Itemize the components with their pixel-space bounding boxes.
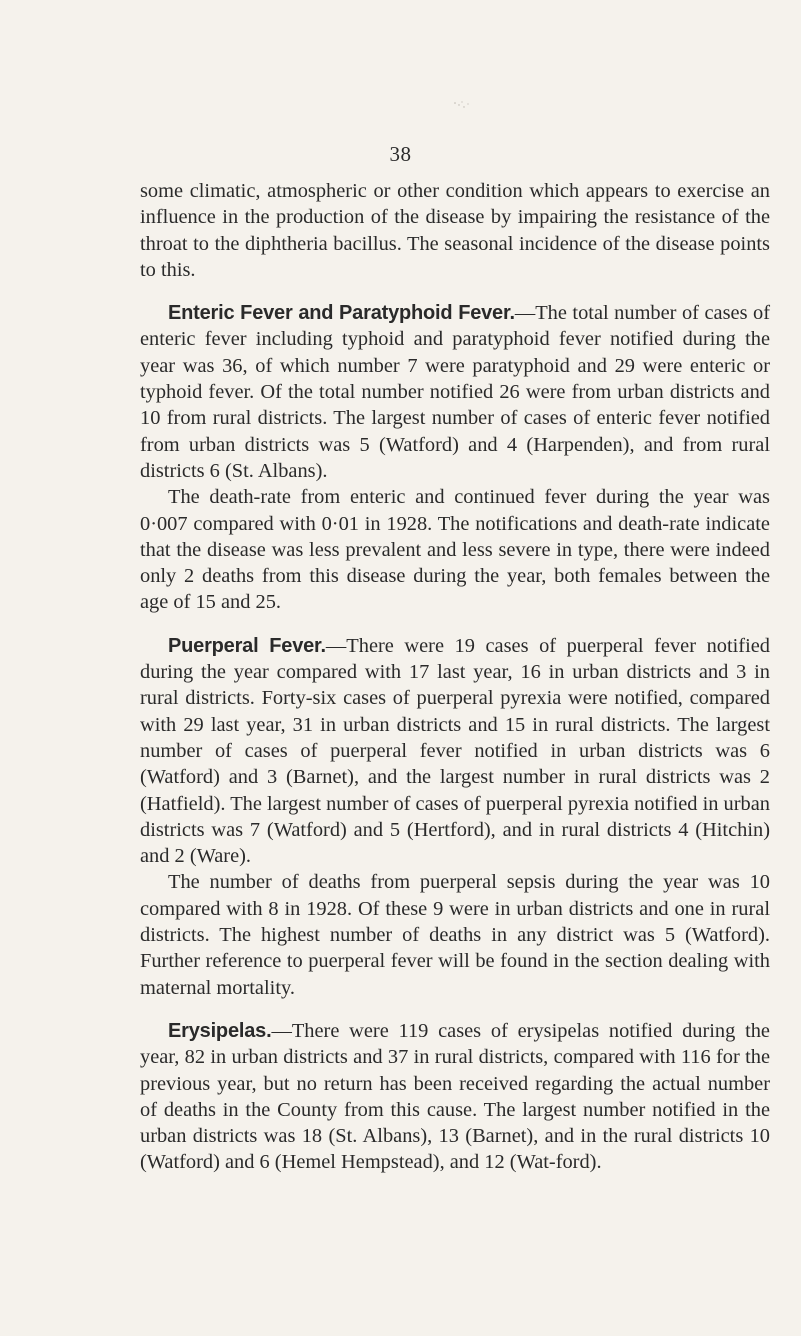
puerperal-fever-paragraph (140, 633, 770, 870)
enteric-fever-body: —The total number of cases of enteric fever including typhoid and paratyphoid fever notified during the year was 36, of which number 7 were paratyphoid and 29 were enteric or typhoid fever. Of the total number notified 26 were from urban districts and 10 from rural districts. The largest number of cases of enteric fever notified from urban districts was 5 (Watford) and 4 (Harpenden), and from rural districts 6 (St. Albans). (140, 302, 771, 482)
puerperal-fever-body: —There were 19 cases of puerperal fever notified during the year compared with 17 last year, 16 in urban districts and 3 in rural districts. Forty-six cases of puerperal pyrexia were notified, compared with 29 last year, 31 in urban districts and 15 in rural districts. The largest number of cases of puerperal fever notified in urban districts was 6 (Watford) and 3 (Barnet), and the largest number in rural districts was 2 (Hatfield). The largest number of cases of puerperal pyrexia notified in urban districts was 7 (Watford) and 5 (Hertford), and in rural districts 4 (Hitchin) and 2 (Ware). (140, 634, 770, 868)
enteric-fever-paragraph (140, 300, 770, 484)
enteric-death-rate-paragraph: The death-rate from enteric and continued fever during the year was 0·007 compared with 0·01 in 1928. The notifications and death-rate indicate that the disease was less prevalent and less severe in type, there were indeed only 2 deaths from this disease during the year, both females between the age of 15 and 25. (140, 486, 770, 614)
erysipelas-heading: Erysipelas. (168, 1019, 272, 1042)
enteric-fever-heading: Enteric Fever and Paratyphoid Fever. (168, 302, 515, 325)
page-number: 38 (389, 142, 412, 166)
intro-paragraph: some climatic, atmospheric or other condition which appears to exercise an influence in the production of the disease by impairing the resistance of the throat to the diphtheria bacillus. The seasonal incidence of the disease points to this. (140, 180, 770, 281)
scan-artifact (450, 95, 480, 115)
document-body (140, 178, 770, 1176)
erysipelas-paragraph (140, 1018, 770, 1176)
erysipelas-body: —There were 119 cases of erysipelas notified during the year, 82 in urban districts and 37 in rural districts, compared with 116 for the previous year, but no return has been received regarding the actual number of deaths in the County from this cause. The largest number notified in the urban districts was 18 (St. Albans), 13 (Barnet), and in the rural districts 10 (Watford) and 6 (Hemel Hempstead), and 12 (Wat-ford). (140, 1019, 770, 1174)
puerperal-deaths-paragraph: The number of deaths from puerperal sepsis during the year was 10 compared with 8 in 1928. Of these 9 were in urban districts and one in rural districts. The highest number of deaths in any district was 5 (Watford). Further reference to puerperal fever will be found in the section dealing with maternal mortality. (140, 871, 770, 999)
puerperal-fever-heading: Puerperal Fever. (168, 634, 326, 657)
